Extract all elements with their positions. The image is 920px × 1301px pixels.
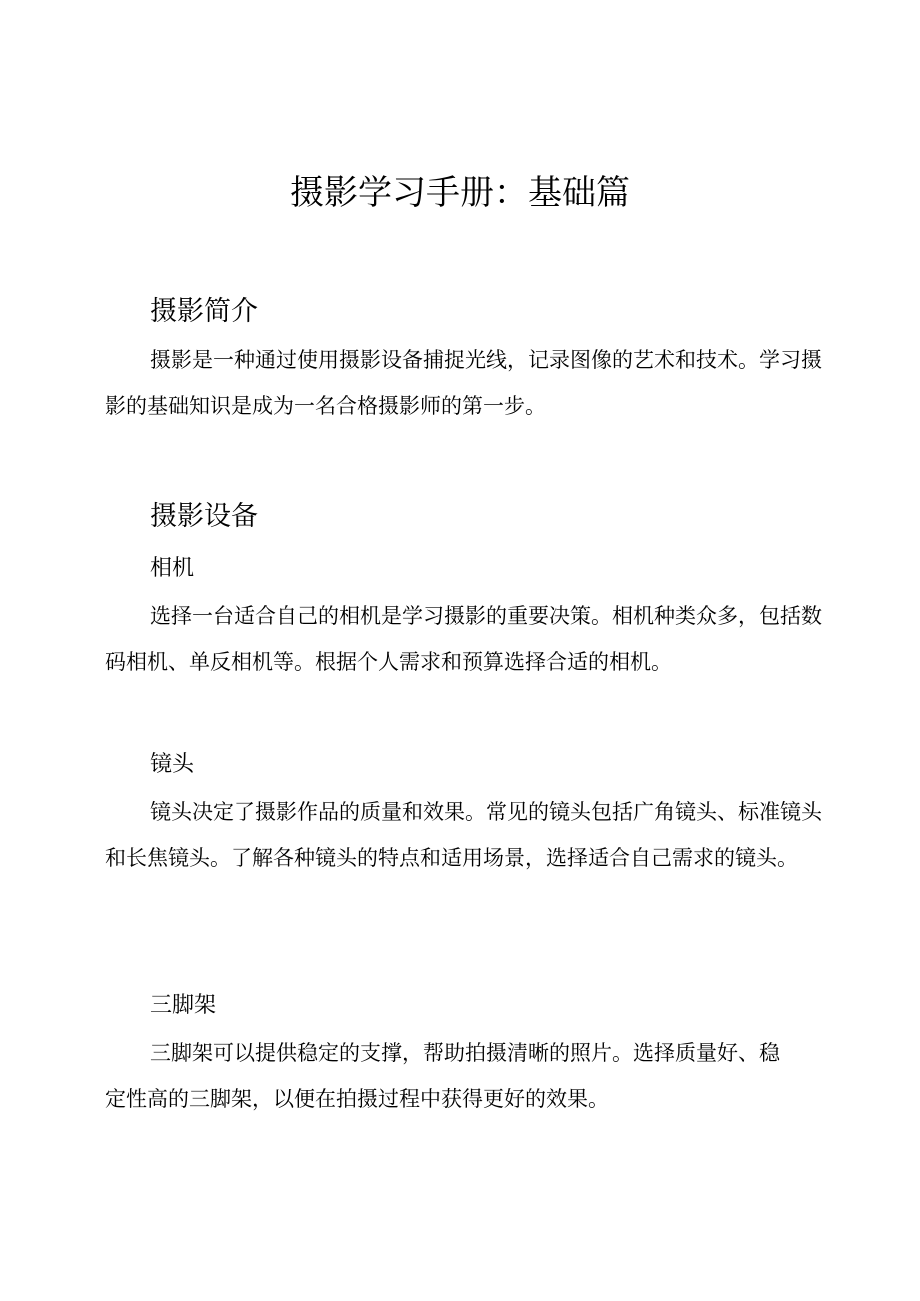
subsection-paragraph-camera: 选择一台适合自己的相机是学习摄影的重要决策。相机种类众多，包括数码相机、单反相机等。根据个人需求和预算选择合适的相机。 <box>105 604 822 674</box>
subsection-heading-tripod: 三脚架 <box>150 993 217 1018</box>
subsection-paragraph-tripod: 三脚架可以提供稳定的支撑，帮助拍摄清晰的照片。选择质量好、稳定性高的三脚架，以便在拍摄过程中获得更好的效果。 <box>105 1041 780 1111</box>
section-paragraph-intro: 摄影是一种通过使用摄影设备捕捉光线，记录图像的艺术和技术。学习摄影的基础知识是成为一名合格摄影师的第一步。 <box>105 348 822 418</box>
subsection-paragraph-lens: 镜头决定了摄影作品的质量和效果。常见的镜头包括广角镜头、标准镜头和长焦镜头。了解各种镜头的特点和适用场景，选择适合自己需求的镜头。 <box>105 800 822 870</box>
document-title: 摄影学习手册：基础篇 <box>290 173 630 213</box>
subsection-heading-camera: 相机 <box>150 556 195 581</box>
section-heading-equipment: 摄影设备 <box>150 501 258 532</box>
subsection-heading-lens: 镜头 <box>150 752 195 777</box>
section-heading-intro: 摄影简介 <box>150 296 258 327</box>
